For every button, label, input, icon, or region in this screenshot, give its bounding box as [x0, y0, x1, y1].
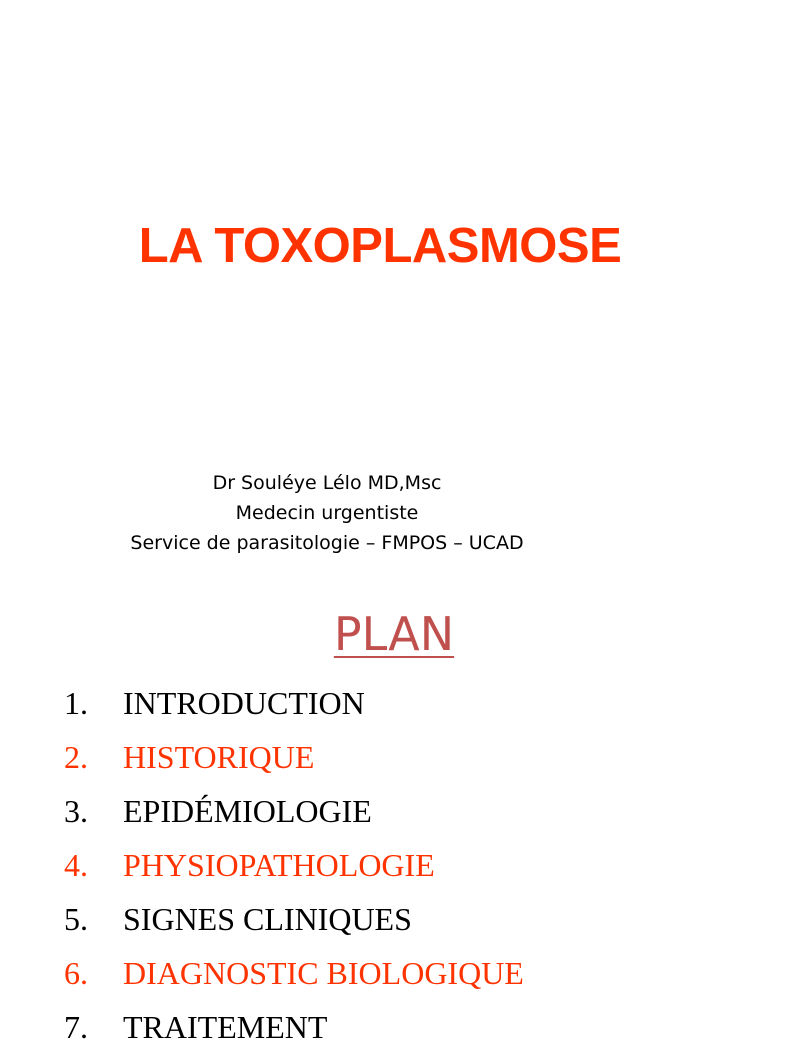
plan-item-label: PHYSIOPATHOLOGIE: [123, 847, 435, 883]
plan-item-introduction: [64, 680, 524, 734]
plan-item-historique: [64, 734, 524, 788]
plan-item-label: EPIDÉMIOLOGIE: [123, 793, 372, 829]
plan-item-label: HISTORIQUE: [123, 739, 315, 775]
plan-list: [64, 680, 524, 1058]
author-name: Dr Souléye Lélo MD,Msc: [212, 472, 442, 494]
plan-item-number: 7.: [64, 1009, 88, 1045]
plan-item-number: 4.: [64, 847, 88, 883]
plan-item-epidemiologie: [64, 788, 524, 842]
plan-item-number: 1.: [64, 685, 88, 721]
author-role: Medecin urgentiste: [235, 502, 419, 524]
plan-item-traitement: [64, 1004, 524, 1058]
author-block: [0, 468, 654, 558]
plan-item-physiopathologie: [64, 842, 524, 896]
plan-item-signes-cliniques: [64, 896, 524, 950]
plan-item-number: 2.: [64, 739, 88, 775]
document-title: LA TOXOPLASMOSE: [138, 219, 622, 273]
plan-heading: PLAN: [333, 607, 455, 661]
plan-item-label: SIGNES CLINIQUES: [123, 901, 412, 937]
plan-item-diagnostic-biologique: [64, 950, 524, 1004]
plan-item-number: 5.: [64, 901, 88, 937]
plan-item-label: INTRODUCTION: [123, 685, 365, 721]
plan-item-label: TRAITEMENT: [123, 1009, 328, 1045]
plan-item-label: DIAGNOSTIC BIOLOGIQUE: [123, 955, 524, 991]
author-affiliation: Service de parasitologie – FMPOS – UCAD: [130, 532, 524, 554]
plan-item-number: 6.: [64, 955, 88, 991]
plan-item-number: 3.: [64, 793, 88, 829]
